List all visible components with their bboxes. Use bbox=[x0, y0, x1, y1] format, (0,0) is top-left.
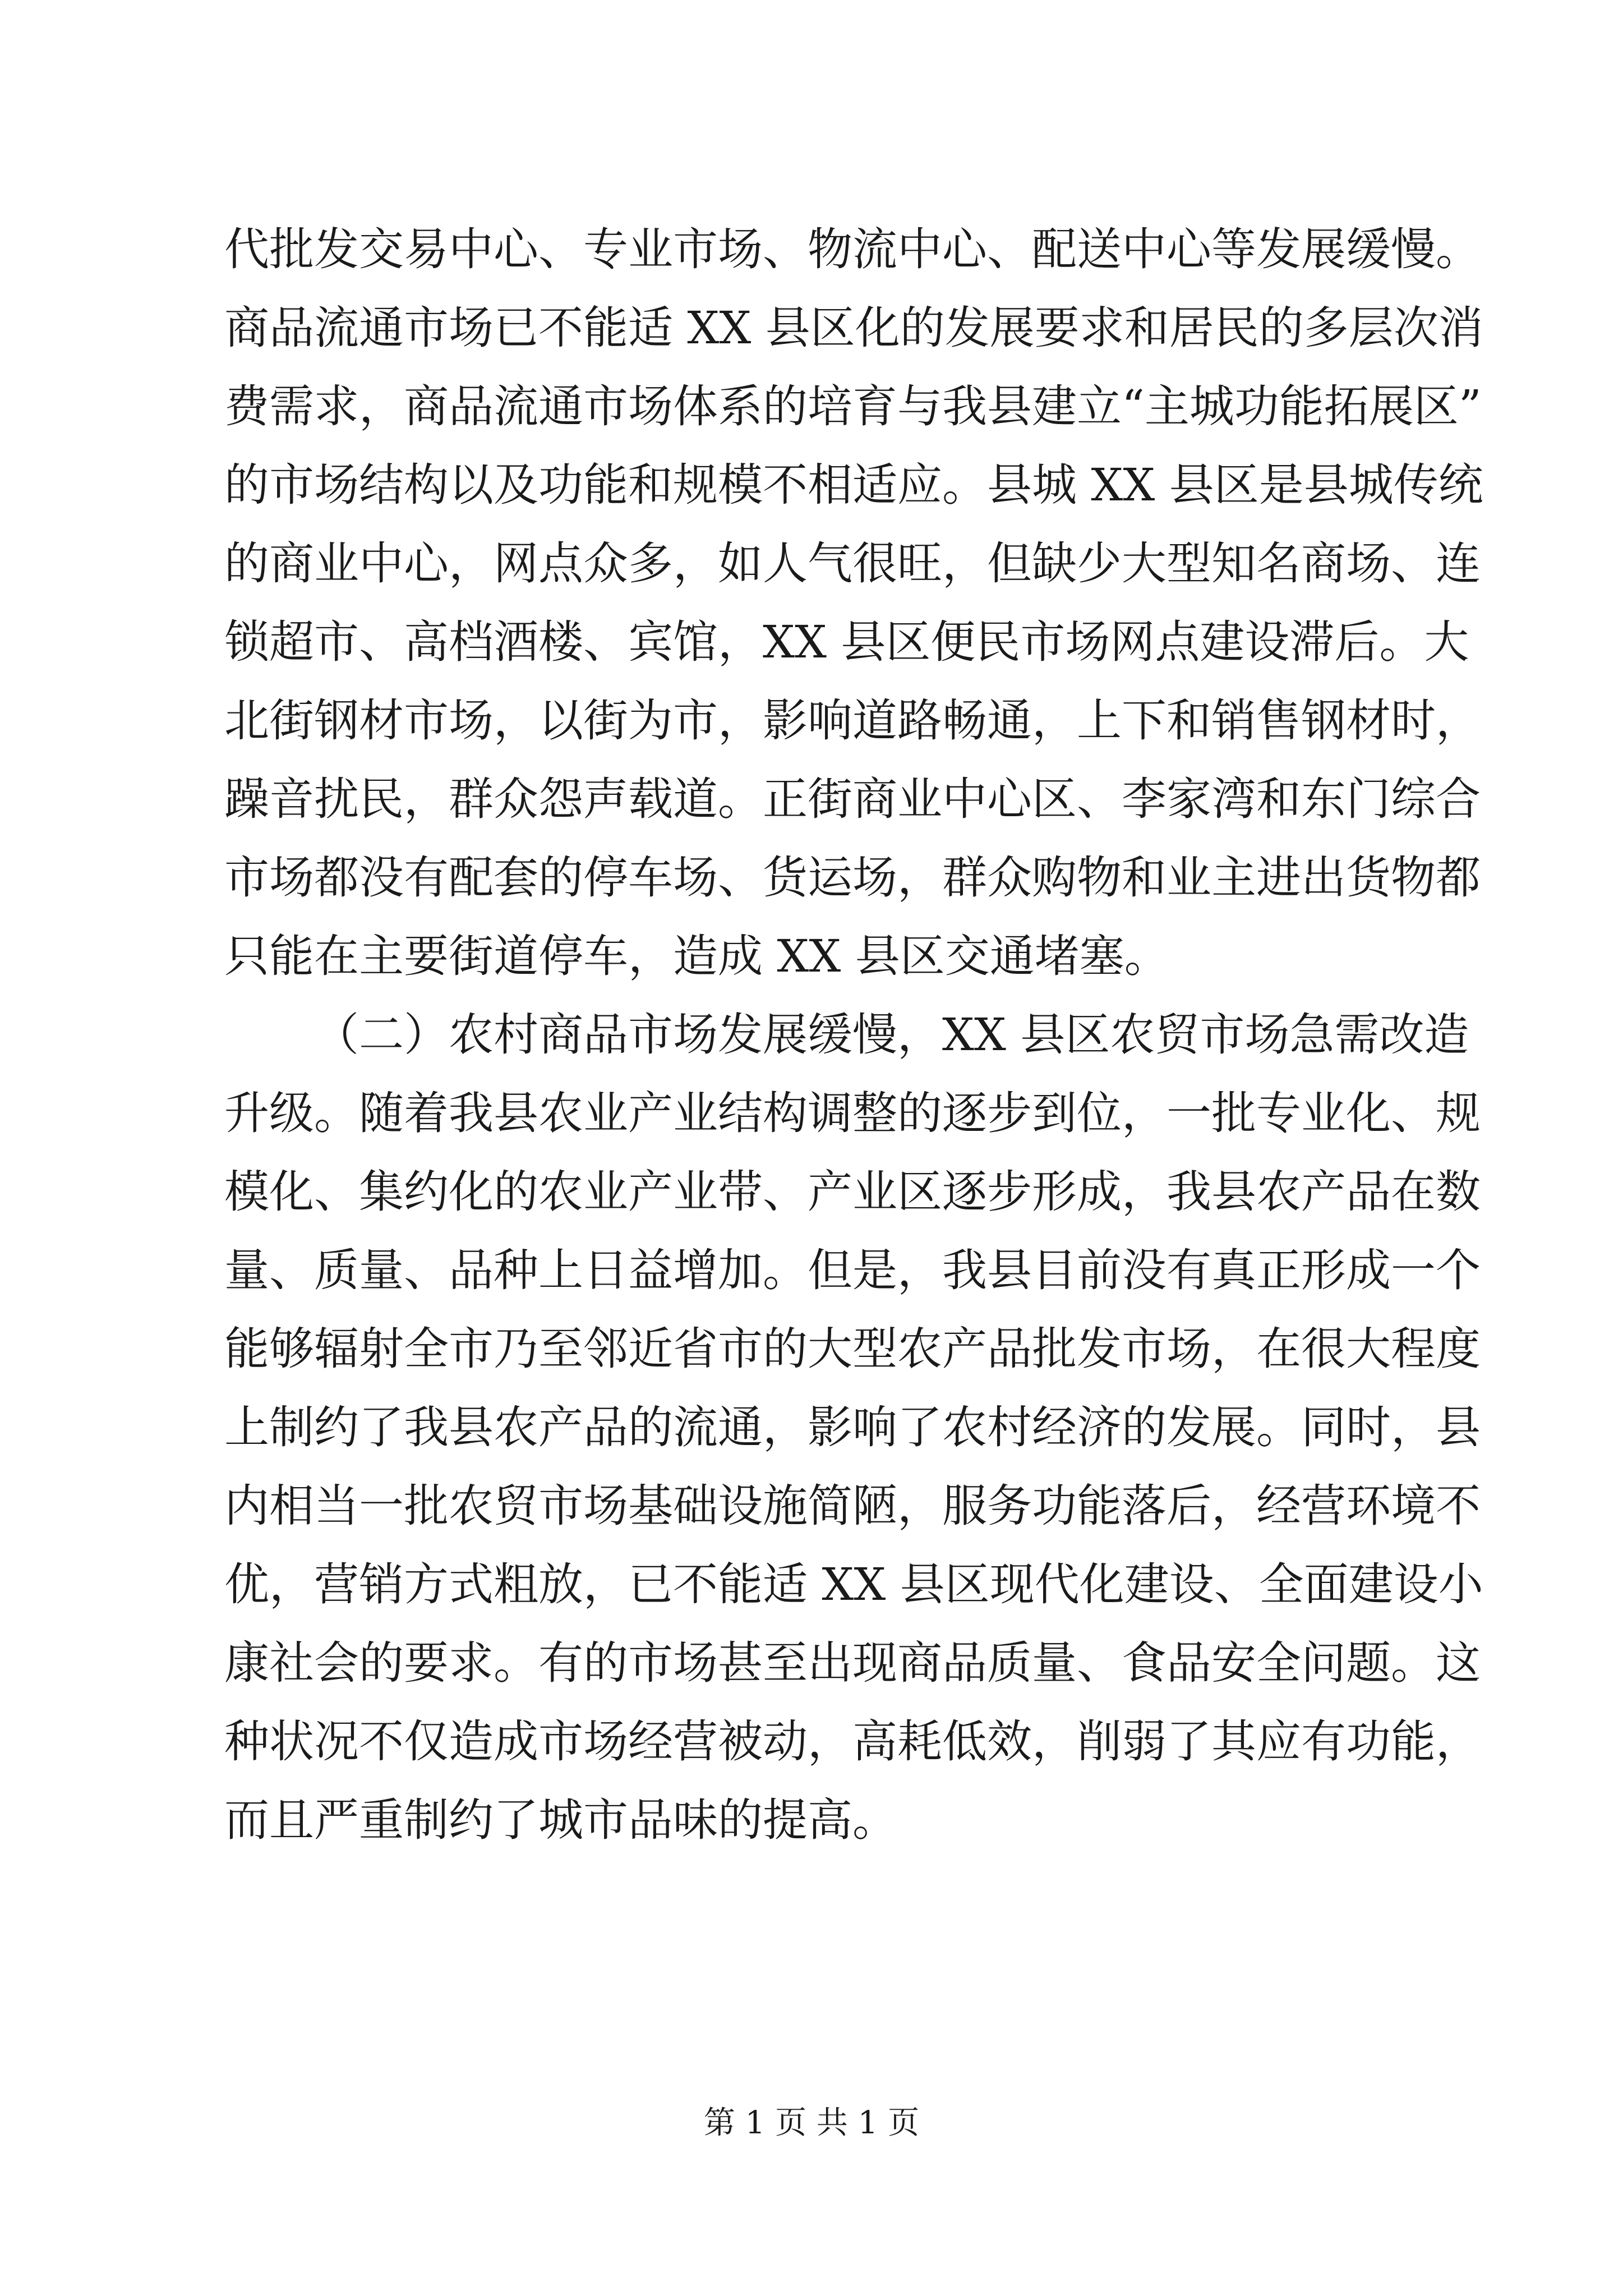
text-line: 只能在主要街道停车，造成 XX 县区交通堵塞。 bbox=[224, 930, 1169, 982]
text-line: 躁音扰民，群众怨声载道。正街商业中心区、李家湾和东门综合 bbox=[224, 773, 1481, 825]
page-number-footer: 第 1 页 共 1 页 bbox=[703, 2105, 920, 2141]
text-line: 康社会的要求。有的市场甚至出现商品质量、食品安全问题。这 bbox=[224, 1637, 1481, 1689]
text-line: 的市场结构以及功能和规模不相适应。县城 XX 县区是县城传统 bbox=[224, 459, 1483, 511]
text-line: 市场都没有配套的停车场、货运场，群众购物和业主进出货物都 bbox=[224, 852, 1481, 904]
text-line: 商品流通市场已不能适 XX 县区化的发展要求和居民的多层次消 bbox=[224, 302, 1483, 354]
text-line: 量、质量、品种上日益增加。但是，我县目前没有真正形成一个 bbox=[224, 1244, 1481, 1296]
text-line: 费需求，商品流通市场体系的培育与我县建立“主城功能拓展区” bbox=[224, 380, 1482, 432]
text-line: 的商业中心，网点众多，如人气很旺，但缺少大型知名商场、连 bbox=[224, 537, 1481, 590]
text-line: 能够辐射全市乃至邻近省市的大型农产品批发市场，在很大程度 bbox=[224, 1323, 1481, 1375]
text-line: 种状况不仅造成市场经营被动，高耗低效，削弱了其应有功能， bbox=[224, 1715, 1481, 1768]
text-line: 优，营销方式粗放，已不能适 XX 县区现代化建设、全面建设小 bbox=[224, 1558, 1483, 1611]
text-line: 模化、集约化的农业产业带、产业区逐步形成，我县农产品在数 bbox=[224, 1166, 1481, 1218]
text-line: 内相当一批农贸市场基础设施简陋，服务功能落后，经营环境不 bbox=[224, 1480, 1481, 1532]
text-line: 锁超市、高档酒楼、宾馆，XX 县区便民市场网点建设滞后。大 bbox=[224, 616, 1469, 668]
text-line: 而且严重制约了城市品味的提高。 bbox=[224, 1794, 897, 1846]
text-line: 北街钢材市场，以街为市，影响道路畅通，上下和销售钢材时， bbox=[224, 694, 1481, 747]
text-line: 上制约了我县农产品的流通，影响了农村经济的发展。同时，县 bbox=[224, 1401, 1481, 1453]
text-line: 升级。随着我县农业产业结构调整的逐步到位，一批专业化、规 bbox=[224, 1087, 1481, 1139]
section-heading-line: （二）农村商品市场发展缓慢，XX 县区农贸市场急需改造 bbox=[314, 1009, 1469, 1061]
text-line: 代批发交易中心、专业市场、物流中心、配送中心等发展缓慢。 bbox=[224, 223, 1481, 275]
